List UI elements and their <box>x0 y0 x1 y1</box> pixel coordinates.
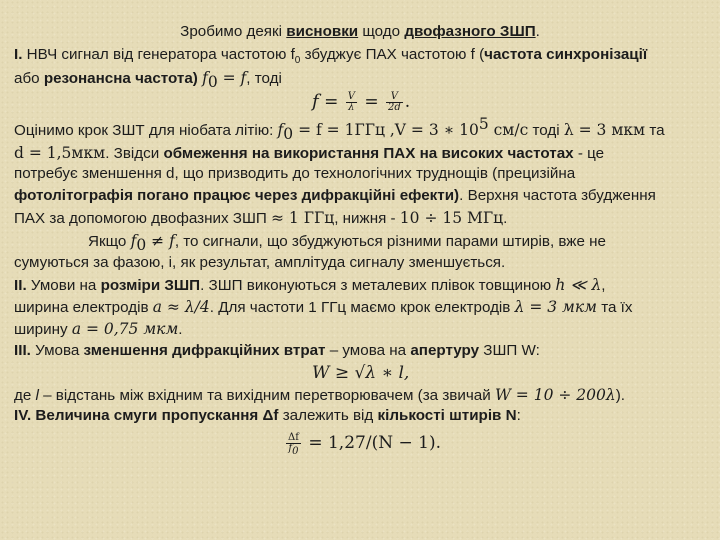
text: . Верхня частота збудження <box>459 187 656 204</box>
text: Оцінимо крок ЗШТ для ніобата літію: <box>14 122 278 139</box>
text: потребує зменшення d, що призводить до технологічних труднощів (прецизійна <box>14 165 576 182</box>
keyword-idt-dimensions: розміри ЗШП <box>100 277 201 294</box>
formula-bandwidth <box>284 428 441 459</box>
formula-aperture <box>312 361 409 386</box>
text: ПАХ за допомогою двофазних ЗШП <box>14 210 272 227</box>
math: d = 1,5мкм <box>14 144 106 162</box>
text: та їх <box>597 299 633 316</box>
text: Умова <box>30 342 84 359</box>
keyword-sync-frequency: частота синхронізації <box>484 46 648 63</box>
text: – умова на <box>325 342 411 359</box>
keyword-number-of-fingers: кількості штирів N <box>377 407 517 424</box>
keyword-diffraction-losses: зменшення дифракційних втрат <box>83 342 326 359</box>
keyword-aperture: апертуру <box>410 342 480 359</box>
math: f <box>312 91 319 112</box>
estimate-line-7 <box>14 253 710 273</box>
numerator: V <box>386 92 403 103</box>
math: f <box>277 121 284 139</box>
text: ЗШП W: <box>479 342 540 359</box>
text: , <box>601 277 606 294</box>
text: – відстань між вхідним та вихідним перетворювачем (за звичай <box>38 387 495 404</box>
title-end: . <box>535 23 540 40</box>
math: ,V = 3 ∗ 10 <box>384 121 479 139</box>
section-2-line-1 <box>14 275 710 296</box>
text: , тоді <box>246 70 282 87</box>
text: НВЧ сигнал від генератора частотою f <box>22 46 295 63</box>
formula-frequency <box>312 90 410 115</box>
text: - це <box>573 145 605 162</box>
estimate-line-4 <box>14 186 710 206</box>
math: a ≈ λ/4 <box>152 298 210 316</box>
keyword-bandwidth: Величина смуги пропускання Δf <box>31 407 279 424</box>
text: де <box>14 387 36 404</box>
section-3-number: III. <box>14 342 31 359</box>
slide-title <box>0 22 720 42</box>
keyword-photolithography: фотолітографія погано працює через дифракційні ефекти) <box>14 187 460 204</box>
section-1-number: I. <box>14 46 23 63</box>
section-3-line-2 <box>14 385 710 406</box>
text: . <box>503 210 508 227</box>
math: λ = 3 мкм <box>514 298 598 316</box>
text: ). <box>615 387 625 404</box>
text: , то сигнали, що збуджуються різними парами штирів, вже не <box>174 233 606 250</box>
text: залежить від <box>278 407 378 424</box>
math: a = 0,75 мкм <box>71 320 179 338</box>
section-4-number: IV. <box>14 407 32 424</box>
math: W = 10 ÷ 200λ <box>494 386 616 404</box>
text: . Для частоти 1 ГГц маємо крок електродів <box>209 299 515 316</box>
text: Якщо <box>88 233 131 250</box>
text: : <box>516 407 521 424</box>
estimate-line-2 <box>14 143 710 164</box>
title-keyword-conclusions: висновки <box>286 23 359 40</box>
superscript: 5 <box>478 114 489 133</box>
math: = 1,27/(N − 1). <box>302 433 441 453</box>
text: ширину <box>14 321 72 338</box>
fraction-df-f0 <box>286 432 301 458</box>
math: см/с <box>488 121 529 139</box>
math: = f = 1ГГц <box>293 121 385 139</box>
math: = <box>318 92 344 112</box>
subscript: 0 <box>207 73 218 92</box>
text: або <box>14 70 44 87</box>
denominator: 2d <box>388 102 401 114</box>
section-2-line-2 <box>14 297 710 318</box>
math: λ = 3 мкм <box>563 121 646 139</box>
math: 10 ÷ 15 МГц <box>399 209 504 227</box>
math: ≈ 1 ГГц <box>271 209 335 227</box>
fraction-v-lambda <box>346 92 357 113</box>
estimate-line-6 <box>88 231 710 255</box>
keyword-high-frequency-limits: обмеження на використання ПАХ на високих частотах <box>163 145 574 162</box>
keyword-resonance-frequency: резонансна частота) <box>43 70 198 87</box>
estimate-line-3 <box>14 164 710 184</box>
text: ширина електродів <box>14 299 153 316</box>
math: . <box>404 92 411 112</box>
text: тоді <box>528 122 564 139</box>
section-2-number: II. <box>14 277 27 294</box>
section-3-line-1 <box>14 341 710 361</box>
section-4-line-1 <box>14 406 710 426</box>
section-2-line-3 <box>14 319 710 340</box>
section-1-line-2 <box>14 68 710 92</box>
math: = f <box>217 69 247 87</box>
estimate-line-5 <box>14 208 710 229</box>
math: W ≥ √λ ∗ l, <box>312 363 410 383</box>
text: Умови на <box>26 277 101 294</box>
subscript: 0 <box>136 236 147 255</box>
text: . <box>178 321 183 338</box>
text: збуджує ПАХ частотою f ( <box>300 46 485 63</box>
text: , нижня - <box>334 210 400 227</box>
denominator: λ <box>348 102 355 114</box>
math: f <box>130 232 137 250</box>
title-text: Зробимо деякі <box>180 23 287 40</box>
math: ≠ f <box>146 232 175 250</box>
math: = <box>358 92 385 112</box>
text: . ЗШП виконуються з металевих плівок товщиною <box>200 277 556 294</box>
text: . Звідси <box>105 145 164 162</box>
subscript: 0 <box>294 55 301 67</box>
subscript: 0 <box>292 446 299 458</box>
title-text-mid: щодо <box>358 23 405 40</box>
fraction-v-2d <box>386 92 403 113</box>
estimate-line-1 <box>14 114 710 144</box>
subscript: 0 <box>283 125 294 144</box>
text: та <box>645 122 665 139</box>
section-1-line-1 <box>14 45 710 65</box>
math: l <box>35 387 39 404</box>
numerator: Δf <box>288 432 299 444</box>
title-keyword-idt: двофазного ЗШП <box>404 23 536 40</box>
math: f <box>202 69 208 87</box>
denominator: f <box>288 443 293 455</box>
math: h ≪ λ <box>555 276 602 294</box>
text: сумуються за фазою, і, як результат, амплітуда сигналу зменшується. <box>14 254 506 271</box>
numerator: V <box>347 91 355 103</box>
